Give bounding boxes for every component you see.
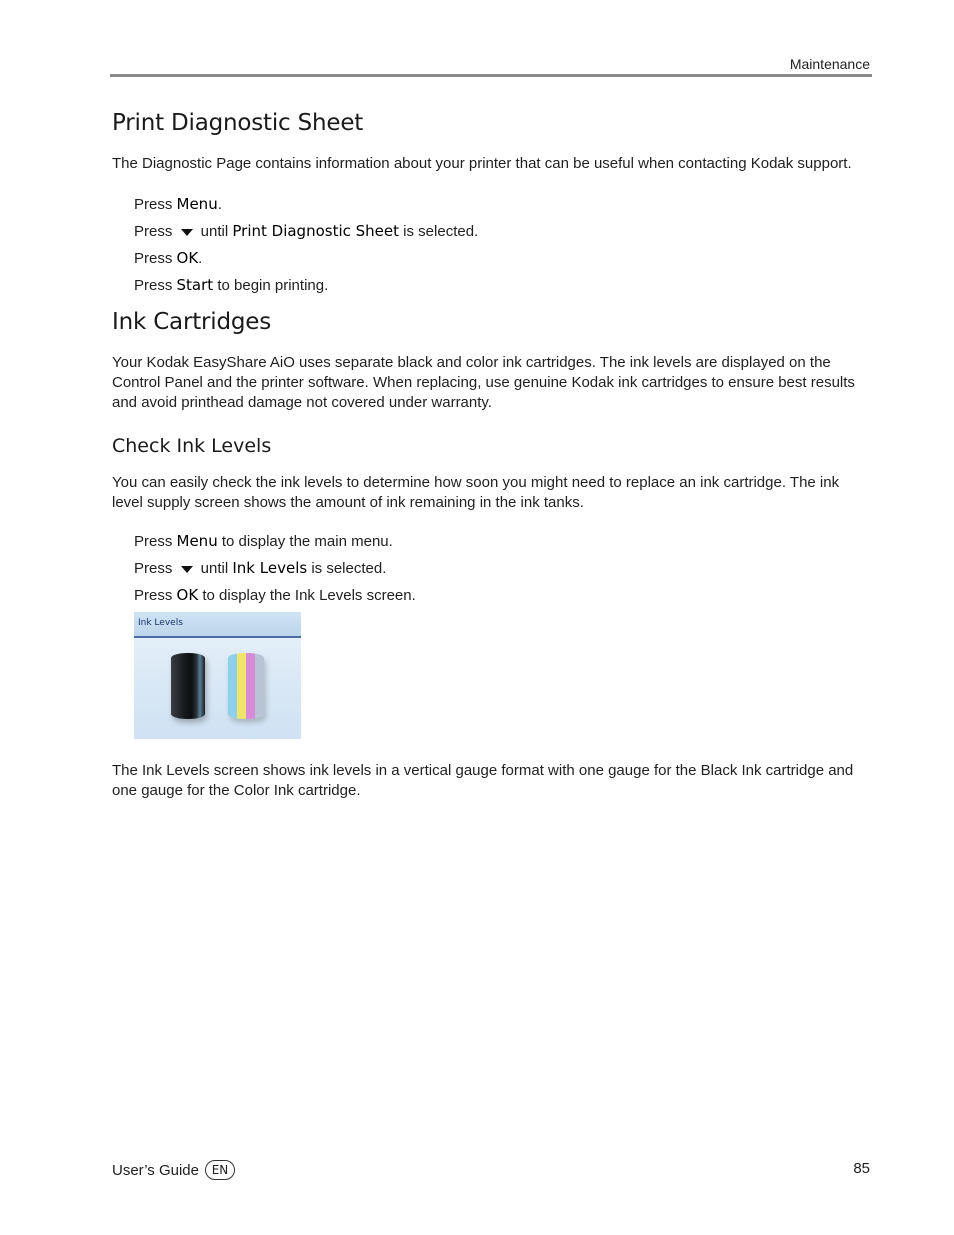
section-title-diagnostic: Print Diagnostic Sheet	[112, 110, 364, 136]
ui-label: Ink Levels	[232, 559, 308, 577]
step: Press Menu.	[134, 195, 222, 213]
step: Press Start to begin printing.	[134, 276, 329, 294]
language-badge: EN	[205, 1160, 235, 1180]
color-cartridge-gauge	[228, 653, 264, 719]
ui-label: Start	[176, 276, 214, 294]
header-rule	[110, 74, 872, 77]
step: Press until Ink Levels is selected.	[134, 559, 387, 577]
diagnostic-steps	[134, 194, 872, 295]
ink-intro: Your Kodak EasyShare AiO uses separate black and color ink cartridges. The ink levels are displayed on the Control Panel and the printer software. When replacing, use genuine Kodak ink cartridges to ensure best results and avoid printhead damage not covered under warranty.	[112, 354, 855, 411]
down-arrow-icon	[181, 566, 193, 573]
step: Press until Print Diagnostic Sheet is selected.	[134, 222, 479, 240]
check-ink-intro: You can easily check the ink levels to determine how soon you might need to replace an ink cartridge. The ink level supply screen shows the amount of ink remaining in the ink tanks.	[112, 474, 840, 511]
ui-label: Print Diagnostic Sheet	[232, 222, 400, 240]
diagnostic-intro: The Diagnostic Page contains information about your printer that can be useful when contacting Kodak support.	[112, 155, 852, 172]
ui-label: OK	[176, 586, 199, 604]
step: Press OK.	[134, 249, 203, 267]
ink-levels-description: The Ink Levels screen shows ink levels in a vertical gauge format with one gauge for the Black Ink cartridge and one gauge for the Color Ink cartridge.	[112, 762, 854, 799]
down-arrow-icon	[181, 229, 193, 236]
ui-label: OK	[176, 249, 199, 267]
ink-levels-screenshot	[134, 612, 301, 739]
screen-title: Ink Levels	[138, 618, 183, 628]
section-title-ink: Ink Cartridges	[112, 309, 271, 335]
subsection-title-check-ink: Check Ink Levels	[112, 435, 272, 457]
step: Press Menu to display the main menu.	[134, 532, 393, 550]
footer-guide	[112, 1160, 235, 1180]
ui-label: Menu	[176, 532, 218, 550]
page-number: 85	[853, 1160, 870, 1177]
step: Press OK to display the Ink Levels screen.	[134, 586, 416, 604]
guide-label: User’s Guide	[112, 1161, 199, 1179]
black-cartridge-gauge	[171, 653, 205, 719]
running-header: Maintenance	[789, 56, 870, 72]
page-content	[112, 110, 872, 801]
check-ink-steps	[134, 531, 872, 605]
ui-label: Menu	[176, 195, 218, 213]
screen-title-bar	[134, 612, 301, 638]
